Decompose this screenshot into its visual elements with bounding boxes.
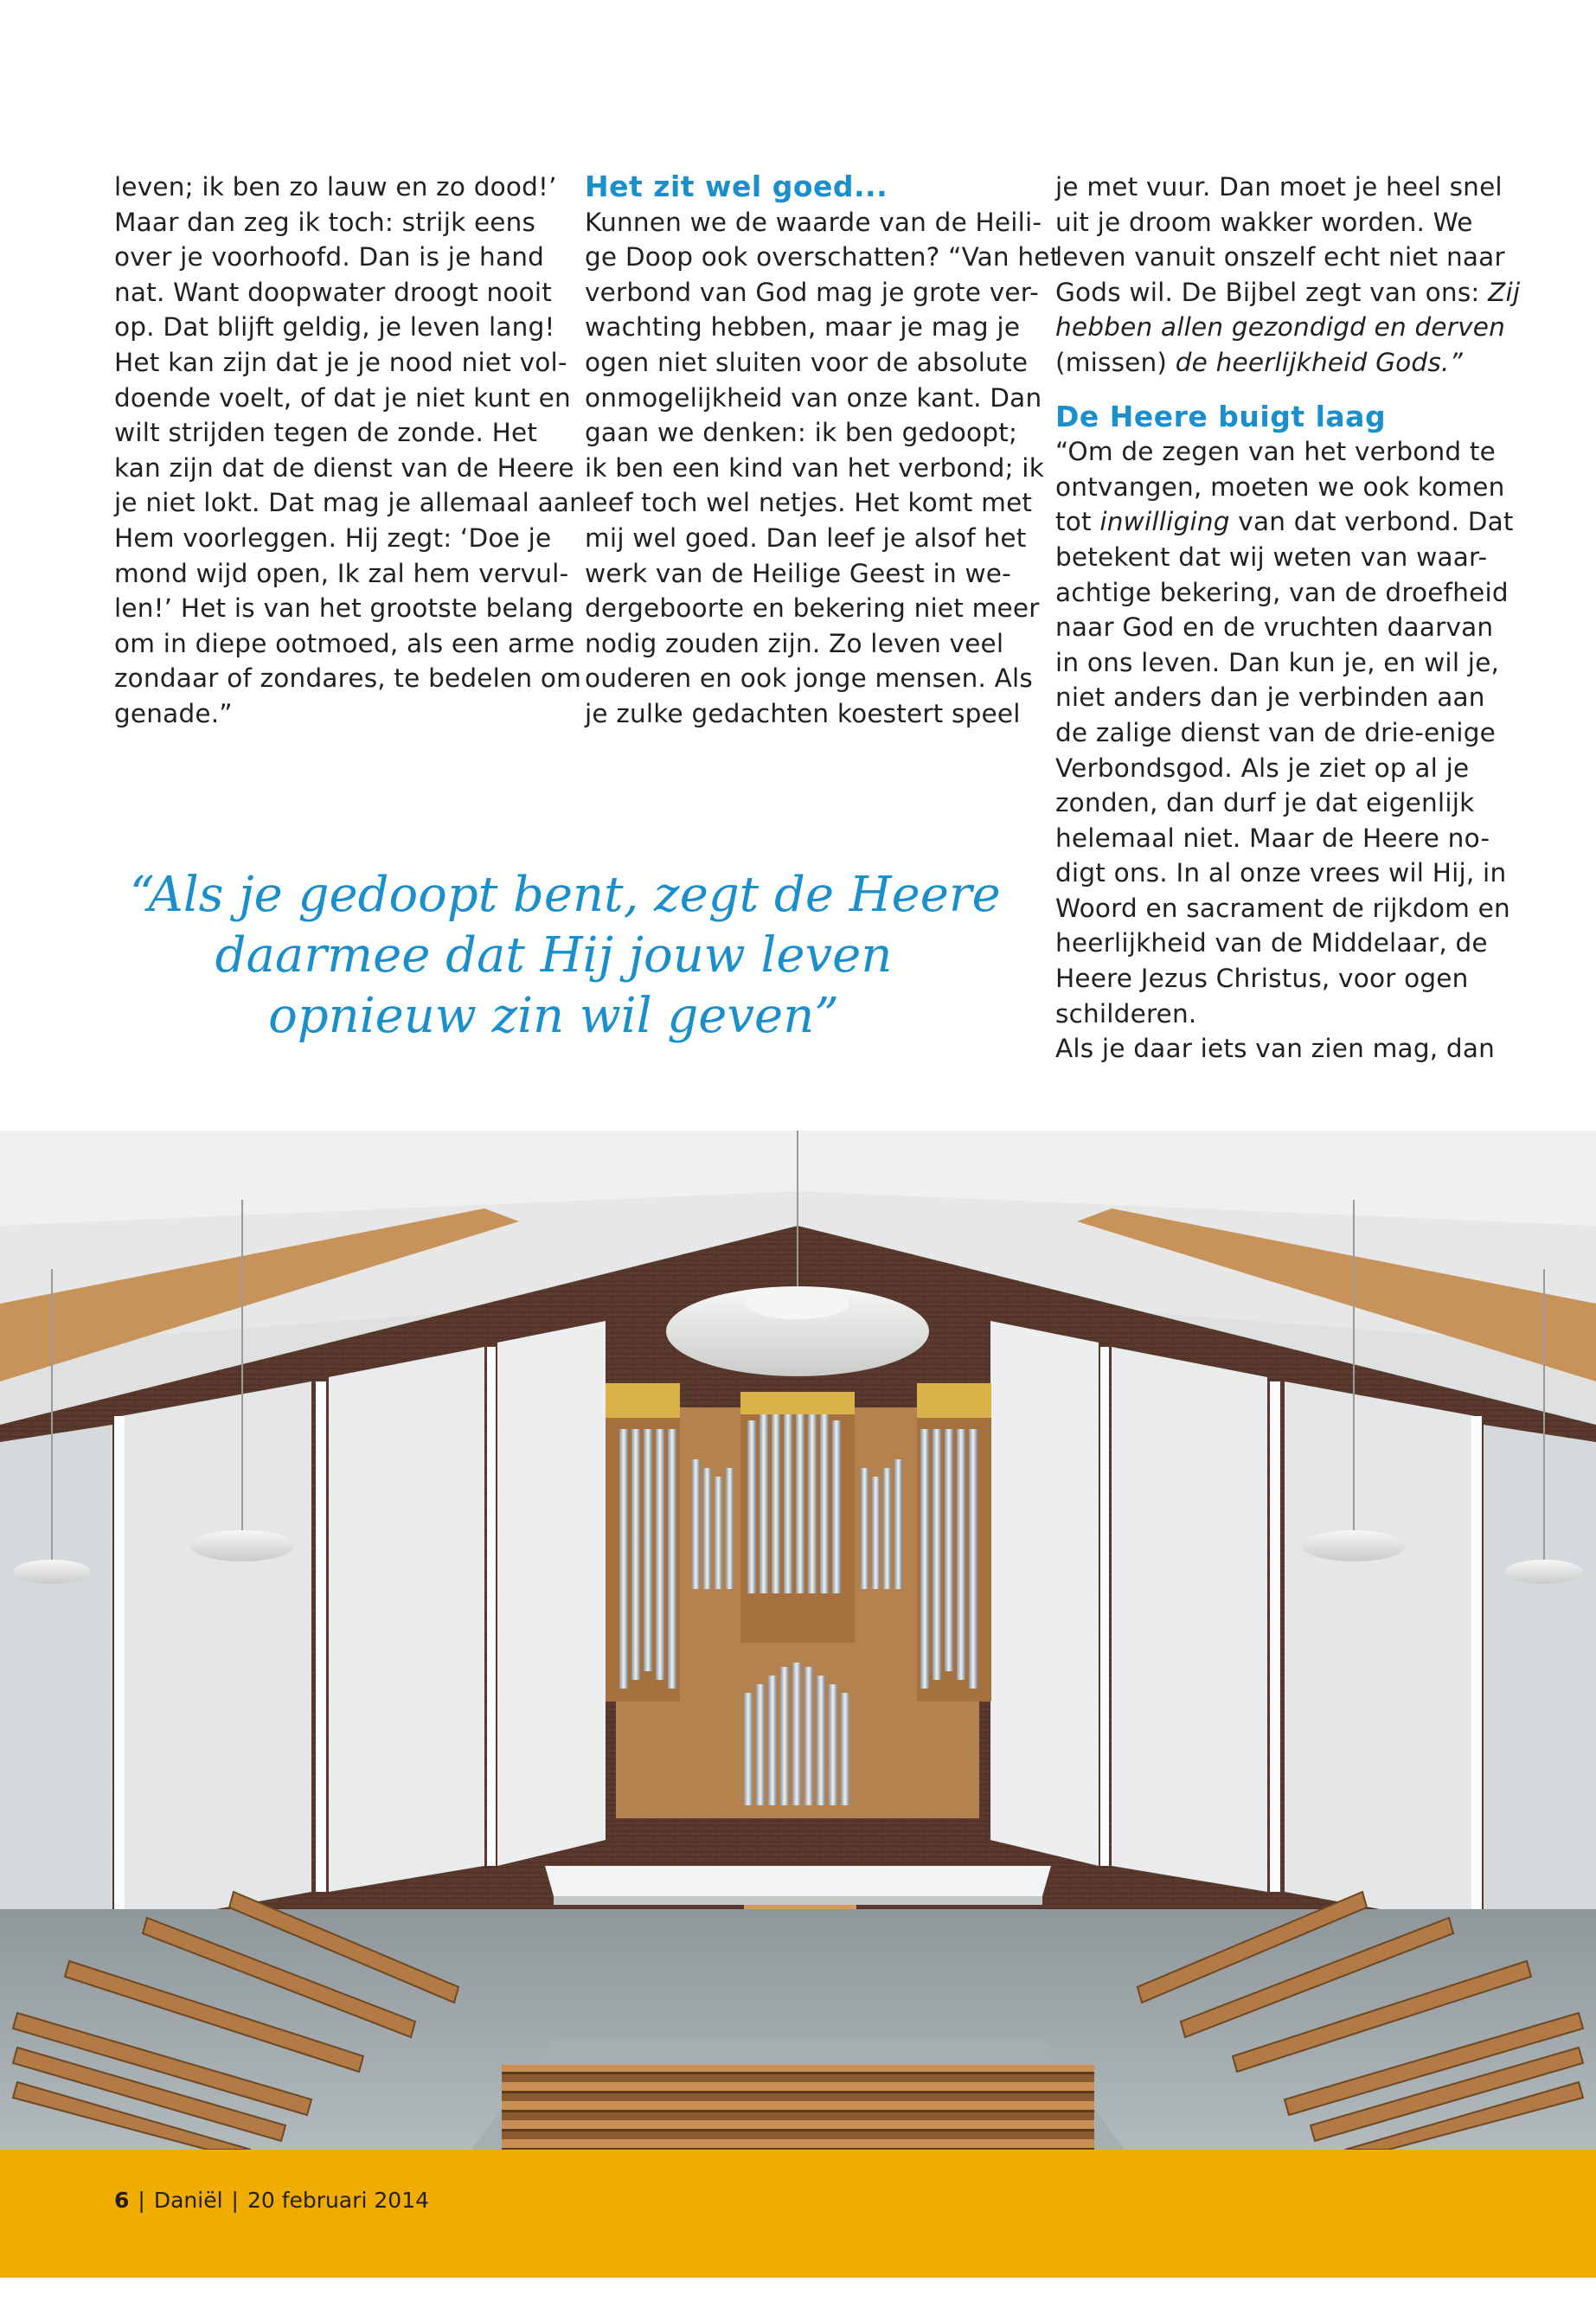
text-line: nodig zouden zijn. Zo leven veel [585, 628, 1004, 658]
text-line: len!’ Het is van het grootste belang [114, 593, 574, 624]
text-line: onmogelijkheid van onze kant. Dan [585, 382, 1042, 413]
text-line: doende voelt, of dat je niet kunt en [114, 382, 571, 413]
text-fragment: (missen) [1055, 347, 1176, 377]
text-line: naar God en de vruchten daarvan [1055, 612, 1494, 643]
text-line: de zalige dienst van de drie-enige [1055, 717, 1496, 747]
text-line [1055, 240, 1505, 275]
text-fragment: Gods wil. De Bijbel zegt van ons: [1055, 277, 1489, 307]
italic-quote: hebben allen gezondigd en derven [1055, 312, 1505, 343]
text-line: mij wel goed. Dan leef je alsof het [585, 522, 1027, 553]
text-line: Heere Jezus Christus, voor ogen [1055, 964, 1469, 994]
text-line: heerlijkheid van de Middelaar, de [1055, 928, 1488, 958]
text-line: Hem voorleggen. Hij zegt: ‘Doe je [114, 522, 552, 553]
text-line: verbond van God mag je grote ver- [585, 277, 1040, 307]
text-line: je niet lokt. Dat mag je allemaal aan [114, 488, 586, 518]
text-line: ouderen en ook jonge mensen. Als [585, 663, 1033, 694]
pull-quote-line: daarmee dat Hij jouw leven [215, 927, 893, 984]
section-heading-het-zit-wel-goed: Het zit wel goed... [585, 170, 888, 203]
text-line: zondaar of zondares, te bedelen om [114, 663, 582, 694]
publication-name: Daniël [153, 2188, 223, 2213]
footer-bar [0, 2150, 1596, 2278]
italic-quote: de heerlijkheid Gods.” [1175, 347, 1463, 377]
text-line: Verbondsgod. Als je ziet op al je [1055, 753, 1470, 783]
text-line: in ons leven. Dan kun je, en wil je, [1055, 647, 1500, 677]
text-fragment: leven vanuit onszelf echt niet naar [1055, 242, 1505, 272]
text-line: “Om de zegen van het verbond te [1055, 437, 1497, 467]
text-line: ogen niet sluiten voor de absolute [585, 347, 1029, 377]
page-number: 6 [114, 2188, 130, 2213]
text-line: Woord en sacrament de rijkdom en [1055, 893, 1510, 923]
text-line [1055, 170, 1505, 205]
text-line: kan zijn dat de dienst van de Heere [114, 452, 574, 483]
text-line: achtige bekering, van de droefheid [1055, 577, 1509, 607]
article-column-3 [1055, 170, 1521, 1067]
text-line [1055, 205, 1505, 240]
section-heading-de-heere-buigt-laag: De Heere buigt laag [1055, 399, 1387, 433]
text-line: ik ben een kind van het verbond; ik [585, 452, 1044, 483]
pull-quote-line: “Als je gedoopt bent, zegt de Heere [130, 867, 1001, 923]
article-column-1 [114, 170, 586, 732]
text-line [1055, 504, 1514, 540]
italic-term: inwilliging [1099, 507, 1230, 537]
text-line: niet anders dan je verbinden aan [1055, 683, 1485, 713]
church-interior-photo [0, 1131, 1596, 2150]
text-line: leef toch wel netjes. Het komt met [585, 488, 1033, 518]
text-line: nat. Want doopwater droogt nooit [114, 277, 552, 307]
text-line: digt ons. In al onze vrees wil Hij, in [1055, 858, 1507, 888]
footer-separator: | [138, 2188, 145, 2213]
text-fragment: tot [1055, 507, 1100, 537]
text-line [1055, 275, 1521, 311]
text-fragment: van dat verbond. Dat [1229, 507, 1514, 537]
text-line: mond wijd open, Ik zal hem vervul- [114, 558, 569, 588]
text-fragment: uit je droom wakker worden. We [1055, 207, 1473, 237]
text-line: gaan we denken: ik ben gedoopt; [585, 418, 1018, 448]
footer-folio [114, 2188, 429, 2213]
article-column-2 [585, 170, 1061, 732]
italic-quote: Zij [1488, 277, 1521, 307]
text-line: ge Doop ook overschatten? “Van het [585, 242, 1061, 272]
text-line [1055, 345, 1505, 381]
text-line: Als je daar iets van zien mag, dan [1055, 1034, 1495, 1064]
pull-quote-line: opnieuw zin wil geven” [268, 988, 839, 1044]
text-fragment: je met vuur. Dan moet je heel snel [1055, 172, 1503, 202]
text-line: schilderen. [1055, 998, 1197, 1029]
text-line: ontvangen, moeten we ook komen [1055, 471, 1505, 502]
issue-date: 20 februari 2014 [247, 2188, 430, 2213]
text-line: leven; ik ben zo lauw en zo dood!’ [114, 172, 557, 202]
text-line: genade.” [114, 698, 233, 728]
text-line: Kunnen we de waarde van de Heili- [585, 207, 1042, 237]
text-line: over je voorhoofd. Dan is je hand [114, 242, 545, 272]
text-line: wachting hebben, maar je mag je [585, 312, 1021, 343]
text-line: op. Dat blijft geldig, je leven lang! [114, 312, 555, 343]
text-line: helemaal niet. Maar de Heere no- [1055, 823, 1490, 853]
text-line: om in diepe ootmoed, als een arme [114, 628, 575, 658]
text-line: betekent dat wij weten van waar- [1055, 542, 1488, 572]
pull-quote [130, 865, 1001, 1047]
text-line [1055, 310, 1505, 345]
text-line: dergeboorte en bekering niet meer [585, 593, 1040, 624]
text-line: je zulke gedachten koestert speel [585, 698, 1021, 728]
text-line: wilt strijden tegen de zonde. Het [114, 418, 538, 448]
text-line: zonden, dan durf je dat eigenlijk [1055, 788, 1475, 818]
footer-separator: | [231, 2188, 239, 2213]
text-line: werk van de Heilige Geest in we- [585, 558, 1011, 588]
text-line: Het kan zijn dat je je nood niet vol- [114, 347, 567, 377]
text-line: Maar dan zeg ik toch: strijk eens [114, 207, 536, 237]
